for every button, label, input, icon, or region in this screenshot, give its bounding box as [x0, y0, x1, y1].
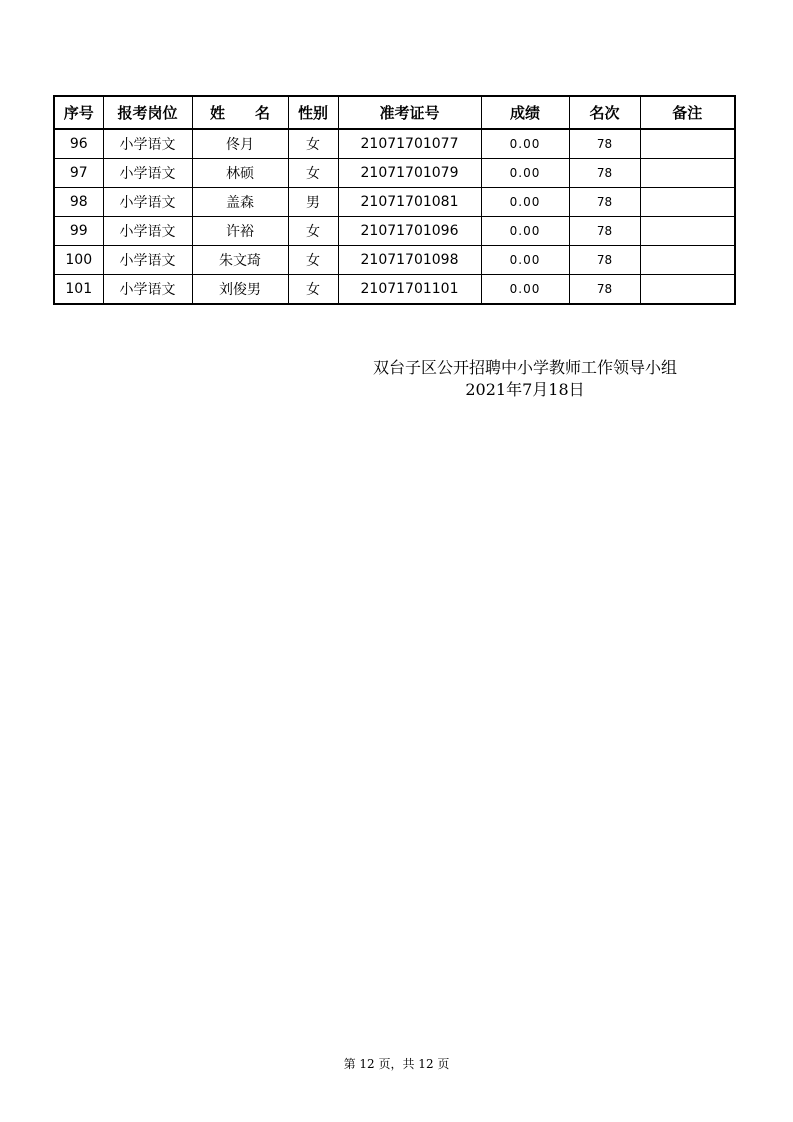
cell-position: 小学语文 — [103, 275, 192, 305]
header-remarks: 备注 — [640, 96, 735, 129]
cell-gender: 女 — [288, 217, 338, 246]
cell-score: 0.00 — [481, 217, 569, 246]
table-row — [54, 159, 735, 188]
cell-seq: 101 — [54, 275, 103, 305]
cell-score: 0.00 — [481, 129, 569, 159]
cell-exam-id: 21071701098 — [338, 246, 481, 275]
header-rank: 名次 — [569, 96, 640, 129]
cell-exam-id: 21071701079 — [338, 159, 481, 188]
cell-exam-id: 21071701101 — [338, 275, 481, 305]
cell-position: 小学语文 — [103, 217, 192, 246]
cell-name: 刘俊男 — [192, 275, 288, 305]
header-seq: 序号 — [54, 96, 103, 129]
cell-exam-id: 21071701077 — [338, 129, 481, 159]
results-table — [53, 95, 736, 305]
page-footer: 第 12 页，共 12 页 — [343, 1057, 450, 1071]
cell-exam-id: 21071701096 — [338, 217, 481, 246]
cell-rank: 78 — [569, 129, 640, 159]
cell-seq: 100 — [54, 246, 103, 275]
cell-remarks — [640, 159, 735, 188]
cell-position: 小学语文 — [103, 129, 192, 159]
cell-score: 0.00 — [481, 188, 569, 217]
cell-rank: 78 — [569, 188, 640, 217]
cell-rank: 78 — [569, 159, 640, 188]
table-row — [54, 246, 735, 275]
cell-score: 0.00 — [481, 159, 569, 188]
cell-position: 小学语文 — [103, 159, 192, 188]
cell-gender: 男 — [288, 188, 338, 217]
cell-position: 小学语文 — [103, 188, 192, 217]
cell-remarks — [640, 129, 735, 159]
cell-gender: 女 — [288, 159, 338, 188]
header-name: 姓 名 — [192, 96, 288, 129]
cell-seq: 99 — [54, 217, 103, 246]
signature-org: 双台子区公开招聘中小学教师工作领导小组 — [372, 358, 677, 377]
cell-gender: 女 — [288, 129, 338, 159]
cell-gender: 女 — [288, 246, 338, 275]
header-gender: 性别 — [288, 96, 338, 129]
table-row — [54, 188, 735, 217]
cell-position: 小学语文 — [103, 246, 192, 275]
cell-rank: 78 — [569, 217, 640, 246]
cell-name: 盖森 — [192, 188, 288, 217]
table-header-row — [54, 96, 735, 129]
signature-block — [330, 357, 720, 401]
cell-seq: 97 — [54, 159, 103, 188]
cell-gender: 女 — [288, 275, 338, 305]
cell-score: 0.00 — [481, 275, 569, 305]
cell-seq: 98 — [54, 188, 103, 217]
table-row — [54, 217, 735, 246]
table-row — [54, 129, 735, 159]
table-row — [54, 275, 735, 305]
header-score: 成绩 — [481, 96, 569, 129]
cell-seq: 96 — [54, 129, 103, 159]
cell-remarks — [640, 246, 735, 275]
cell-rank: 78 — [569, 275, 640, 305]
signature-date: 2021年7月18日 — [465, 380, 585, 399]
header-exam-id: 准考证号 — [338, 96, 481, 129]
cell-name: 林硕 — [192, 159, 288, 188]
header-position: 报考岗位 — [103, 96, 192, 129]
cell-score: 0.00 — [481, 246, 569, 275]
cell-name: 朱文琦 — [192, 246, 288, 275]
cell-rank: 78 — [569, 246, 640, 275]
cell-name: 许裕 — [192, 217, 288, 246]
cell-exam-id: 21071701081 — [338, 188, 481, 217]
cell-name: 佟月 — [192, 129, 288, 159]
cell-remarks — [640, 275, 735, 305]
cell-remarks — [640, 188, 735, 217]
cell-remarks — [640, 217, 735, 246]
